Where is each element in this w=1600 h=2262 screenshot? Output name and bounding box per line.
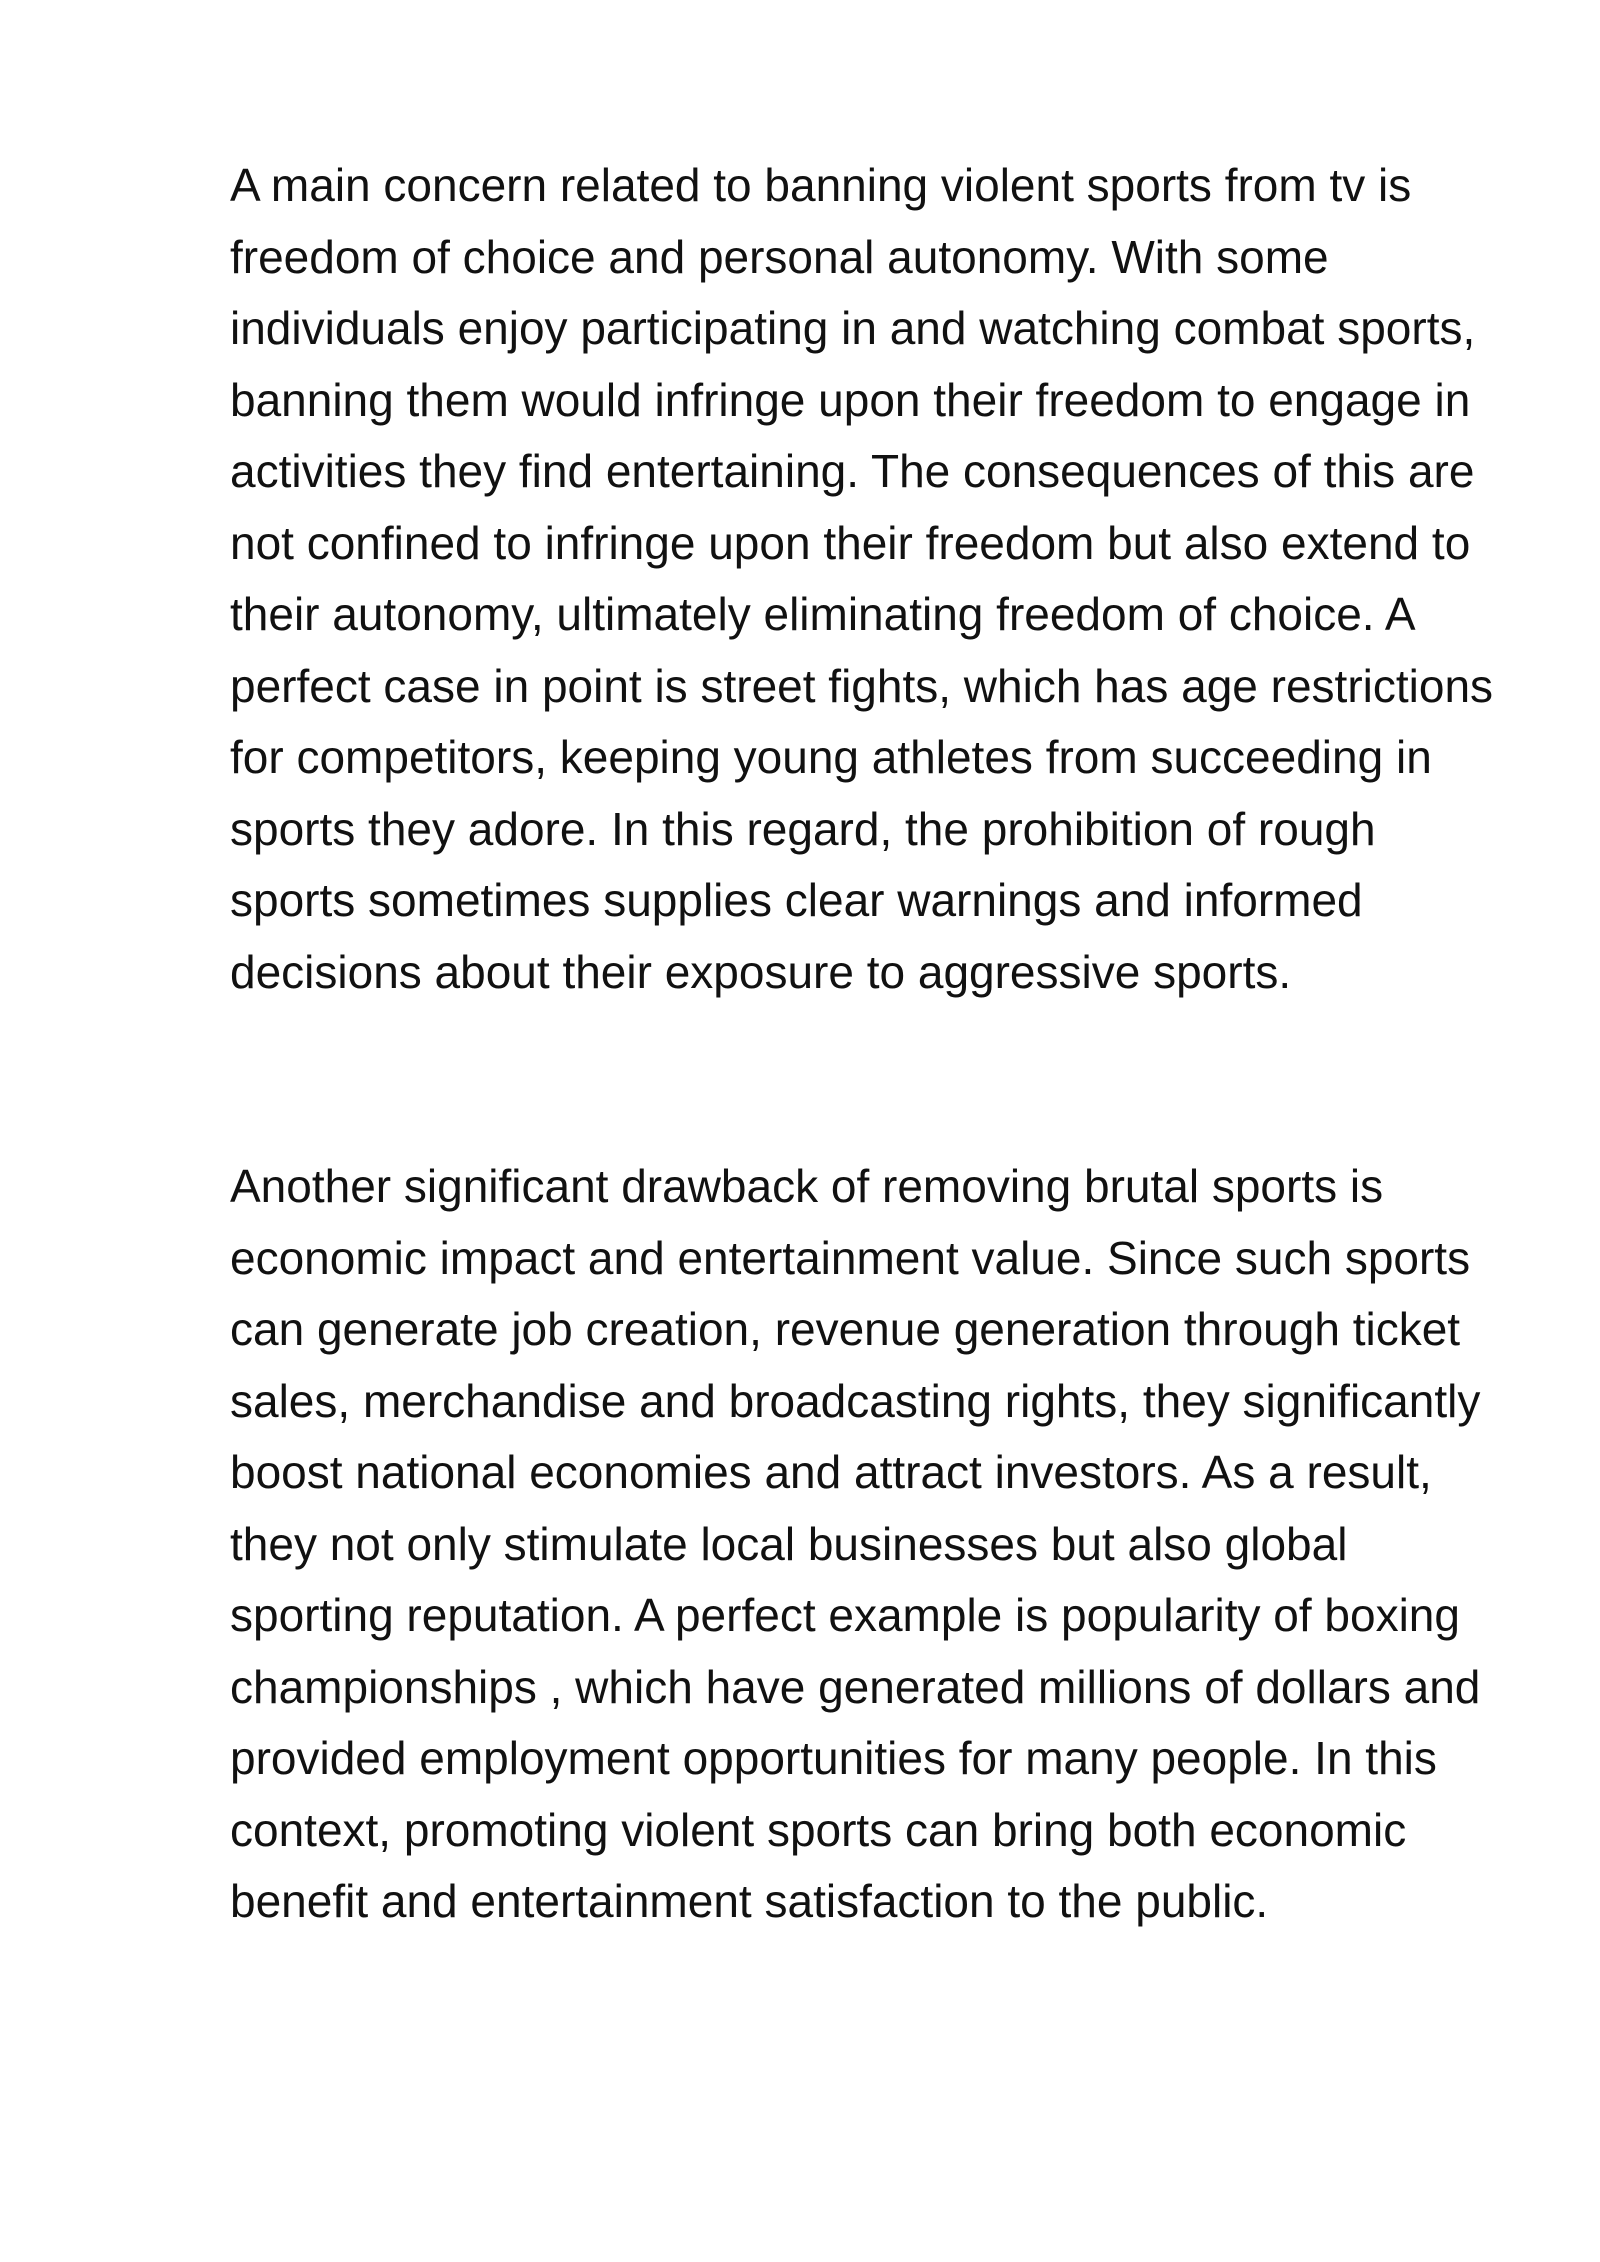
paragraph-economic-impact: Another significant drawback of removing brutal sports is economic impact and entertainment value. Since such sports can generate job creation, revenue generation through ticket sales, merchandise and broadcasting rights, they significantly boost national economies and attract investors. As a result, they not only stimulate local businesses but also global sporting reputation. A perfect example is popularity of boxing championships , which have generated millions of dollars and provided employment opportunities for many people. In this context, promoting violent sports can bring both economic benefit and entertainment satisfaction to the public. (230, 1160, 1481, 1927)
document-body (230, 150, 1510, 1938)
paragraph-freedom-of-choice: A main concern related to banning violent sports from tv is freedom of choice and personal autonomy. With some individuals enjoy participating in and watching combat sports, banning them would infringe upon their freedom to engage in activities they find entertaining. The consequences of this are not confined to infringe upon their freedom but also extend to their autonomy, ultimately eliminating freedom of choice. A perfect case in point is street fights, which has age restrictions for competitors, keeping young athletes from succeeding in sports they adore. In this regard, the prohibition of rough sports sometimes supplies clear warnings and informed decisions about their exposure to aggressive sports. (230, 159, 1494, 998)
